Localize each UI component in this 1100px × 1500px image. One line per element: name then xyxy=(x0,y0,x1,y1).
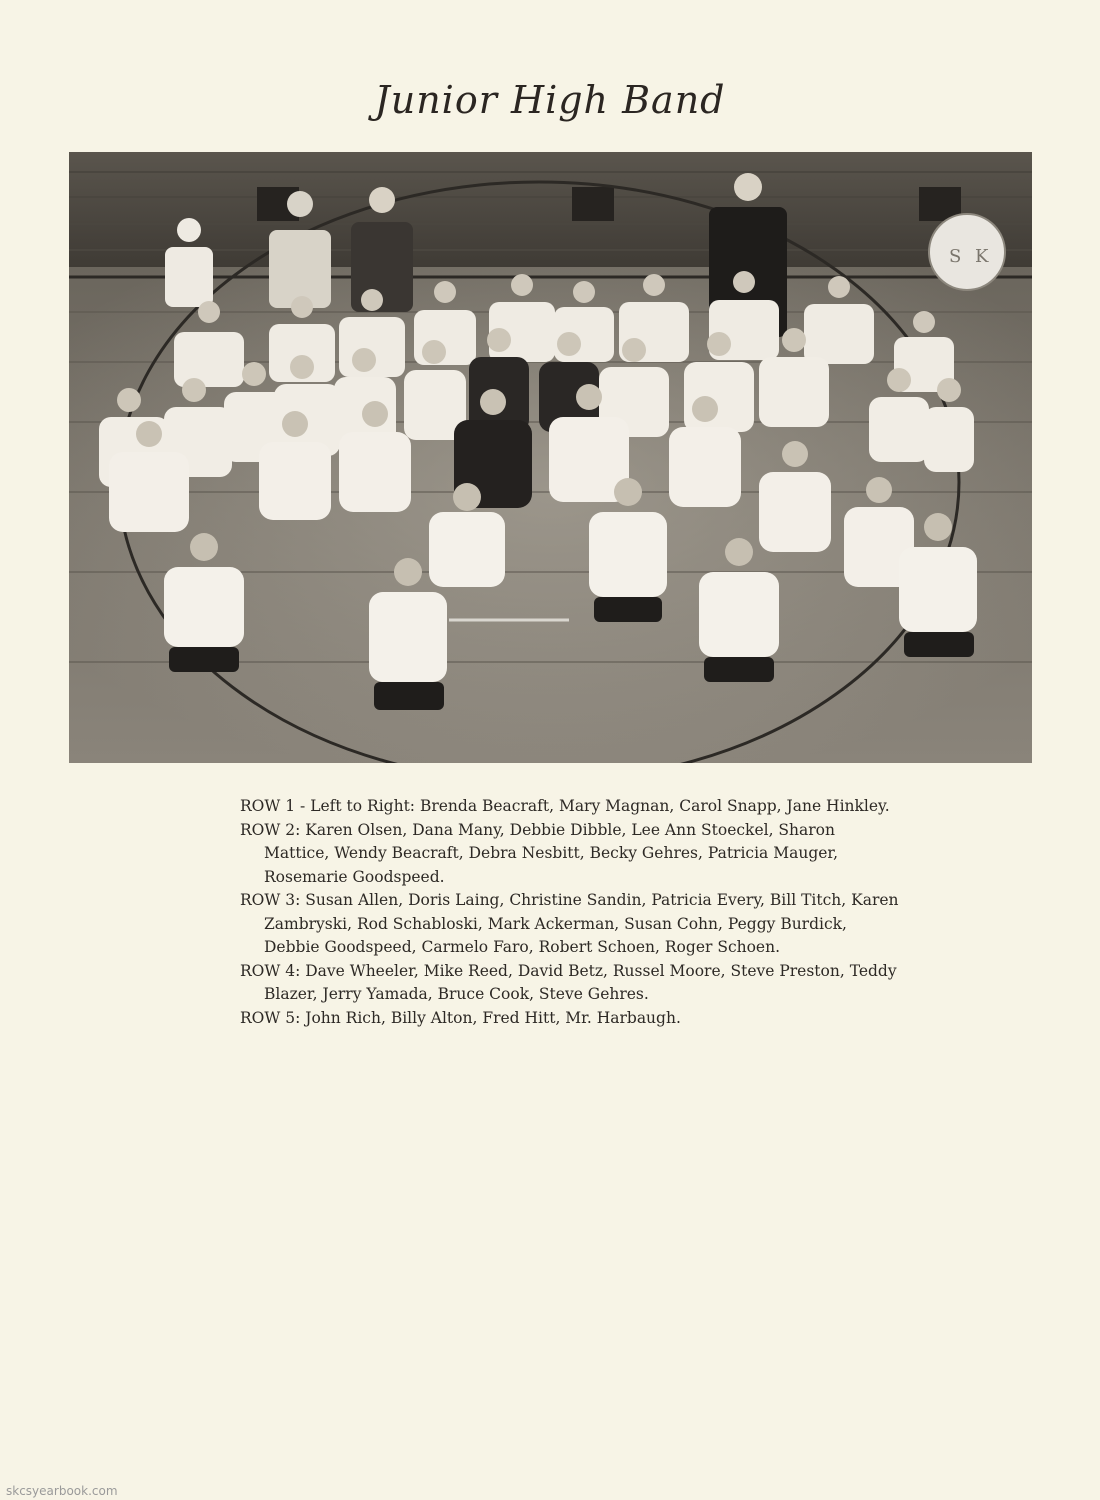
row-3-names: ROW 3: Susan Allen, Doris Laing, Christine Sandin, Patricia Every, Bill Titch, Karen Zambryski, Rod Schabloski, Mark Ackerman, Susan Cohn, Peggy Burdick, Debbie Goodspeed, Carmelo Faro, Robert Schoen, Roger Schoen. xyxy=(240,891,899,956)
row-5-names: ROW 5: John Rich, Billy Alton, Fred Hitt, Mr. Harbaugh. xyxy=(240,1008,681,1027)
drum-letter-s: S xyxy=(949,246,962,267)
site-watermark: skcsyearbook.com xyxy=(6,1484,118,1498)
row-roster xyxy=(240,795,900,1030)
row-4-names: ROW 4: Dave Wheeler, Mike Reed, David Betz, Russel Moore, Steve Preston, Teddy Blazer, Jerry Yamada, Bruce Cook, Steve Gehres. xyxy=(240,961,897,1003)
drum-letter-k: K xyxy=(975,246,989,267)
row-2-names: ROW 2: Karen Olsen, Dana Many, Debbie Dibble, Lee Ann Stoeckel, Sharon Mattice, Wendy Beacraft, Debra Nesbitt, Becky Gehres, Patricia Mauger, Rosemarie Goodspeed. xyxy=(240,820,839,886)
page-title: Junior High Band xyxy=(374,78,726,122)
bass-drum xyxy=(929,214,1005,290)
row-1-names: ROW 1 - Left to Right: Brenda Beacraft, Mary Magnan, Carol Snapp, Jane Hinkley. xyxy=(240,797,890,815)
band-group-photo xyxy=(69,152,1032,763)
